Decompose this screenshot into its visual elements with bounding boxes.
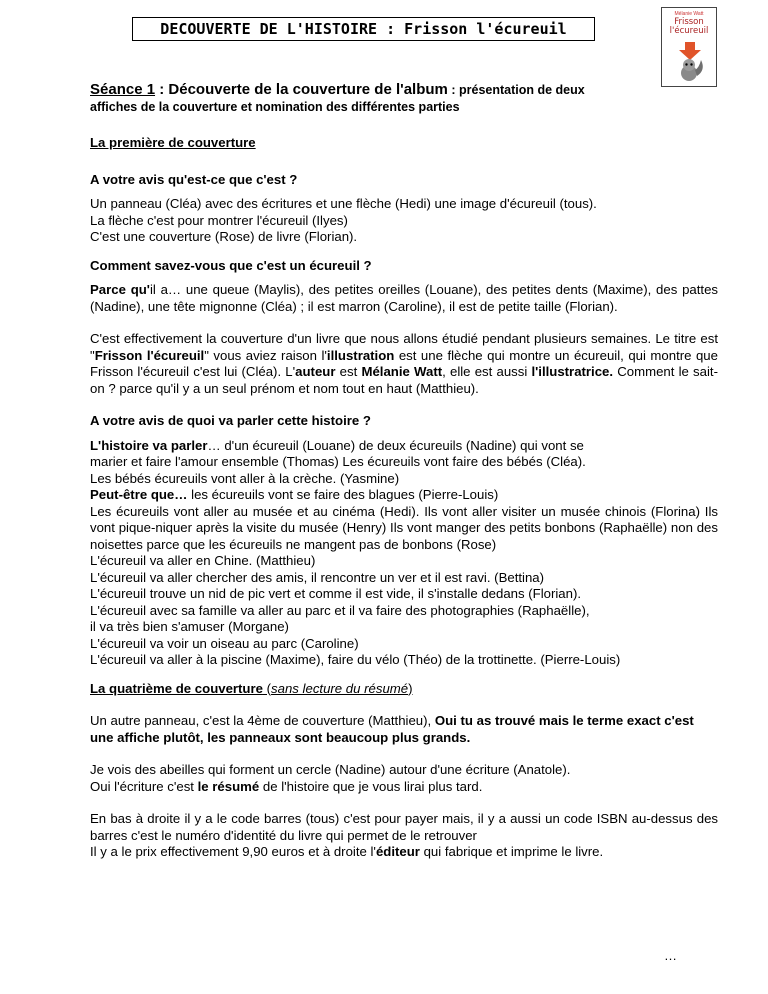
- question-1: A votre avis qu'est-ce que c'est ?: [90, 171, 298, 187]
- hypothesis-line: L'écureuil avec sa famille va aller au parc et il va faire des photographies (Raphaëlle),: [90, 602, 590, 618]
- answer-2: Parce qu'il a… une queue (Maylis), des petites oreilles (Louane), des petites dents (Maxime), des pattes (Nadine), une tête mignonne (Cléa) ; il est marron (Caroline), il est de petite taille (Florian).: [90, 282, 719, 314]
- cover-author: Mélanie Watt: [674, 11, 704, 17]
- hypothesis-line: Les bébés écureuils vont aller à la crèche. (Yasmine): [90, 470, 400, 486]
- back-cover-paragraph-2-line: Je vois des abeilles qui forment un cercle (Nadine) autour d'une écriture (Anatole).: [90, 762, 571, 777]
- seance-subtitle: affiches de la couverture et nomination des différentes parties: [90, 99, 460, 114]
- hypothesis-line: L'écureuil va aller chercher des amis, il rencontre un ver et il est ravi. (Bettina): [90, 569, 545, 585]
- seance-heading: Séance 1 : Découverte de la couverture de l'album : présentation de deux: [90, 81, 585, 98]
- question-3: A votre avis de quoi va parler cette histoire ?: [90, 413, 371, 428]
- answer-1-line: C'est une couverture (Rose) de livre (Florian).: [90, 229, 358, 244]
- hypothesis-line: il va très bien s'amuser (Morgane): [90, 619, 289, 634]
- document-body: [90, 82, 718, 861]
- document-title: DECOUVERTE DE L'HISTOIRE : Frisson l'écureuil: [132, 17, 595, 41]
- section-heading-quatrieme: La quatrième de couverture (sans lecture du résumé): [90, 680, 413, 696]
- continuation-ellipsis: …: [664, 948, 677, 963]
- back-cover-paragraph-2-line: Oui l'écriture c'est le résumé de l'histoire que je vous lirai plus tard.: [90, 778, 483, 794]
- squirrel-arrow-icon: [673, 42, 707, 84]
- hypothesis-line: L'écureuil va voir un oiseau au parc (Caroline): [90, 635, 359, 651]
- question-2: Comment savez-vous que c'est un écureuil ?: [90, 257, 372, 273]
- hypothesis-line: L'écureuil va aller en Chine. (Matthieu): [90, 553, 316, 568]
- hypothesis-line: Les écureuils vont aller au musée et au cinéma (Hedi). Ils vont aller visiter un musée chinois (Florina) Ils vont pique-niquer après la visite du musée (Henry) Ils vont manger des petits bonbons (Raphaëlle) non des noisettes parce que les écureuils ne mangent pas de bonbons (Rose): [90, 503, 718, 552]
- hypothesis-line: L'histoire va parler… d'un écureuil (Louane) de deux écureuils (Nadine) qui vont se: [90, 437, 584, 453]
- back-cover-paragraph-1: Un autre panneau, c'est la 4ème de couverture (Matthieu), Oui tu as trouvé mais le terme exact c'est une affiche plutôt, les panneaux sont beaucoup plus grands.: [90, 713, 694, 745]
- back-cover-paragraph-3-line: Il y a le prix effectivement 9,90 euros et à droite l'éditeur qui fabrique et imprime le livre.: [90, 844, 604, 859]
- hypothesis-line: L'écureuil va aller à la piscine (Maxime), faire du vélo (Théo) de la trottinette. (Pierre-Louis): [90, 652, 621, 667]
- answer-1-line: La flèche c'est pour montrer l'écureuil (Ilyes): [90, 212, 348, 228]
- hypothesis-line: Peut-être que… les écureuils vont se faire des blagues (Pierre-Louis): [90, 487, 499, 502]
- book-cover-thumbnail: [661, 7, 717, 87]
- section-heading-premiere: La première de couverture: [90, 135, 256, 150]
- cover-title: Frisson l'écureuil: [669, 17, 709, 36]
- answer-1-line: Un panneau (Cléa) avec des écritures et une flèche (Hedi) une image d'écureuil (tous).: [90, 196, 597, 211]
- cover-explanation: C'est effectivement la couverture d'un livre que nous allons étudié pendant plusieurs semaines. Le titre est "Frisson l'écureuil" vous aviez raison l'illustration est une flèche qui montre un écureuil, qui montre que Frisson l'écureuil c'est lui (Cléa). L'auteur est Mélanie Watt, elle est aussi l'illustratrice. Comment le sait-on ? parce qu'il y a un seul prénom et nom tout en haut (Matthieu).: [90, 331, 718, 396]
- hypothesis-line: L'écureuil trouve un nid de pic vert et comme il est vide, il s'installe dedans (Florian).: [90, 586, 582, 601]
- back-cover-paragraph-3: En bas à droite il y a le code barres (tous) c'est pour payer mais, il y a aussi un code ISBN au-dessus des barres c'est le numéro d'identité du livre qui permet de le retrouver: [90, 811, 718, 843]
- hypothesis-line: marier et faire l'amour ensemble (Thomas) Les écureuils vont faire des bébés (Cléa).: [90, 454, 586, 469]
